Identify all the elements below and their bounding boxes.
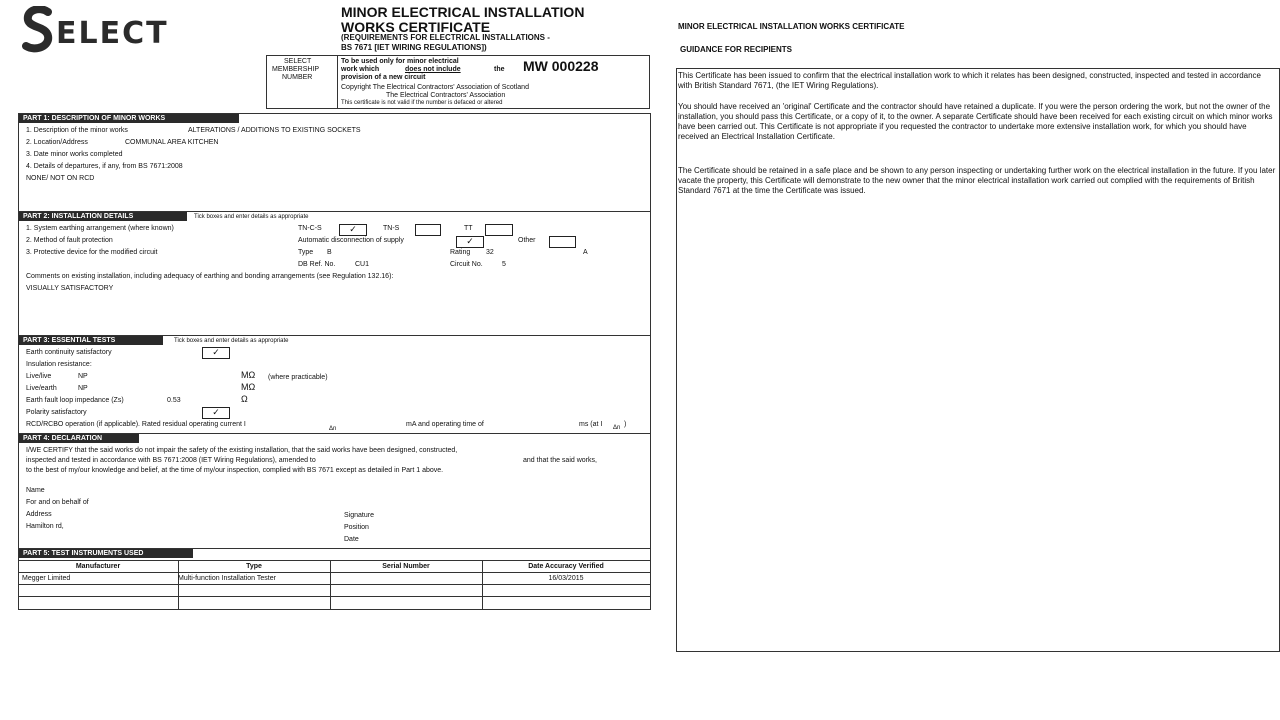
logo-text: ELECT (56, 16, 169, 51)
certificate-number: MW 000228 (523, 58, 599, 74)
use-note1: To be used only for minor electrical (341, 58, 459, 65)
validity-note: This certificate is not valid if the number is defaced or altered (341, 100, 503, 106)
title-line2: WORKS CERTIFICATE (341, 19, 491, 35)
copyright2: The Electrical Contractors' Association (386, 92, 506, 99)
rcd-end-text: ms (at I (579, 421, 603, 428)
db-ref-value: CU1 (355, 261, 370, 268)
address-value: Hamilton rd, (26, 523, 64, 530)
rcd-end-delta-n: Δn (613, 425, 621, 431)
part3-header: PART 3: ESSENTIAL TESTS (19, 336, 163, 345)
part5-table-top (18, 560, 651, 561)
auto-disconnection-label: Automatic disconnection of supply (298, 237, 404, 244)
guidance-subtitle: GUIDANCE FOR RECIPIENTS (680, 45, 793, 54)
use-note2b: does not include (405, 66, 461, 73)
guidance-paragraph1: This Certificate has been issued to confirm that the electrical installation work to which it relates has been designed, constructed, inspected and tested in accordance with British Standard 7671, (the IET Wiring Regulations). (678, 71, 1261, 90)
form-frame (18, 113, 651, 610)
other-checkbox[interactable] (549, 236, 576, 248)
part1-item2-value: COMMUNAL AREA KITCHEN (125, 139, 219, 146)
rating-value: 32 (486, 249, 494, 256)
tns-label: TN-S (383, 225, 400, 232)
comments-value: VISUALLY SATISFACTORY (26, 285, 114, 292)
title-line3: (REQUIREMENTS FOR ELECTRICAL INSTALLATIONS - (341, 33, 550, 42)
live-earth-value: NP (78, 385, 88, 392)
polarity-label: Polarity satisfactory (26, 409, 87, 416)
circuit-label: Circuit No. (450, 261, 483, 268)
live-live-label: Live/live (26, 373, 52, 380)
date-label: Date (344, 536, 359, 543)
behalf-label: For and on behalf of (26, 499, 89, 506)
rcd-close: ) (624, 421, 627, 428)
part1-item1-value: ALTERATIONS / ADDITIONS TO EXISTING SOCKETS (188, 127, 361, 134)
part1-item2-label: 2. Location/Address (26, 139, 88, 146)
part5-row-line (18, 584, 651, 585)
use-note3: provision of a new circuit (341, 74, 426, 81)
part2-item2-label: 2. Method of fault protection (26, 237, 113, 244)
other-label: Other (518, 237, 536, 244)
rating-label: Rating (450, 249, 471, 256)
declaration-line1: I/WE CERTIFY that the said works do not impair the safety of the existing installation, that the said works have been designed, constructed, (26, 447, 458, 454)
circuit-value: 5 (502, 261, 506, 268)
type-label: Type (298, 249, 314, 256)
signature-label: Signature (344, 512, 374, 519)
auto-disconnection-checkbox[interactable]: ✓ (456, 236, 484, 248)
continuity-checkbox[interactable]: ✓ (202, 347, 230, 359)
membership-label3: NUMBER (282, 74, 313, 81)
db-ref-label: DB Ref. No. (298, 261, 336, 268)
live-live-value: NP (78, 373, 88, 380)
part5-row-line (18, 596, 651, 597)
use-note2c: the (494, 66, 505, 73)
guidance-box (676, 68, 1280, 652)
membership-label2: MEMBERSHIP (272, 66, 320, 73)
col-type: Type (246, 563, 262, 570)
rcd-mid-text: mA and operating time of (406, 421, 484, 428)
practicable-note: (where practicable) (268, 374, 328, 381)
col-date-verified: Date Accuracy Verified (528, 563, 604, 570)
part3-note: Tick boxes and enter details as appropriate (174, 338, 289, 344)
part1-header: PART 1: DESCRIPTION OF MINOR WORKS (19, 114, 239, 123)
title-line1: MINOR ELECTRICAL INSTALLATION (341, 4, 585, 20)
part2-item3-label: 3. Protective device for the modified circuit (26, 249, 158, 256)
declaration-line2a: inspected and tested in accordance with BS 7671:2008 (IET Wiring Regulations), amended to (26, 457, 316, 464)
part2-note: Tick boxes and enter details as appropriate (194, 214, 309, 220)
title-line4: BS 7671 [IET WIRING REGULATIONS]) (341, 43, 487, 52)
part1-item4-label: 4. Details of departures, if any, from BS 7671:2008 (26, 163, 183, 170)
table-cell: Multi-function Installation Tester (178, 575, 276, 582)
tt-checkbox[interactable] (485, 224, 513, 236)
efli-label: Earth fault loop impedance (Zs) (26, 397, 124, 404)
use-note2a: work which (341, 66, 380, 73)
guidance-title: MINOR ELECTRICAL INSTALLATION WORKS CERTIFICATE (678, 22, 905, 31)
declaration-line2b: and that the said works, (523, 457, 597, 464)
table-cell: Megger Limited (22, 575, 71, 582)
membership-label1: SELECT (284, 58, 312, 65)
type-value: B (327, 249, 332, 256)
declaration-line3: to the best of my/our knowledge and belief, at the time of my/our inspection, complied with BS 7671 except as detailed in Part 1 above. (26, 467, 444, 474)
copyright1: Copyright The Electrical Contractors' Association of Scotland (341, 84, 529, 91)
select-s-icon (22, 6, 56, 54)
tncs-label: TN-C-S (298, 225, 322, 232)
part1-item4-value: NONE/ NOT ON RCD (26, 175, 95, 182)
continuity-label: Earth continuity satisfactory (26, 349, 112, 356)
polarity-checkbox[interactable]: ✓ (202, 407, 230, 419)
efli-unit: Ω (241, 394, 248, 404)
live-earth-unit: MΩ (241, 382, 256, 392)
guidance-paragraph3: The Certificate should be retained in a safe place and be shown to any person inspecting or undertaking further work on the electrical installation in the future. If you later vacate the property, this Certificate will demonstrate to the new owner that the minor electrical installation work carried out complied with the requirements of British Standard 7671 at the time the Certificate was issued. (678, 166, 1276, 195)
name-label: Name (26, 487, 45, 494)
guidance-paragraph2: You should have received an 'original' Certificate and the contractor should have retained a duplicate. If you were the person ordering the work, but not the owner of the installation, you should pass this Certificate, or a copy of it, to the owner. A separate Certificate should have been received for each existing circuit on which minor works have been carried out. This Certificate is not appropriate if you requested the contractor to undertake more extensive installation work, for which you should have received an Electrical Installation Certificate. (678, 102, 1273, 141)
live-live-unit: MΩ (241, 370, 256, 380)
live-earth-label: Live/earth (26, 385, 57, 392)
rcd-delta-n: Δn (329, 426, 337, 432)
address-label: Address (26, 511, 52, 518)
col-manufacturer: Manufacturer (75, 563, 121, 570)
part1-item1-label: 1. Description of the minor works (26, 127, 128, 134)
table-cell: 16/03/2015 (548, 575, 584, 582)
tncs-checkbox[interactable]: ✓ (339, 224, 367, 236)
part5-header: PART 5: TEST INSTRUMENTS USED (19, 549, 193, 558)
col-serial: Serial Number (382, 563, 430, 570)
position-label: Position (344, 524, 369, 531)
select-logo (22, 6, 222, 56)
comments-label: Comments on existing installation, including adequacy of earthing and bonding arrangements (see Regulation 132.16): (26, 273, 394, 280)
tns-checkbox[interactable] (415, 224, 441, 236)
rating-unit: A (583, 249, 588, 256)
part4-header: PART 4: DECLARATION (19, 434, 139, 443)
insulation-label: Insulation resistance: (26, 361, 92, 368)
part1-item3-label: 3. Date minor works completed (26, 151, 123, 158)
rcd-label: RCD/RCBO operation (if applicable). Rated residual operating current I (26, 421, 246, 428)
part5-row-line (18, 572, 651, 573)
part2-item1-label: 1. System earthing arrangement (where known) (26, 225, 174, 232)
part2-header: PART 2: INSTALLATION DETAILS (19, 212, 187, 221)
membership-divider (337, 55, 338, 109)
tt-label: TT (464, 225, 473, 232)
efli-value: 0.53 (167, 397, 181, 404)
